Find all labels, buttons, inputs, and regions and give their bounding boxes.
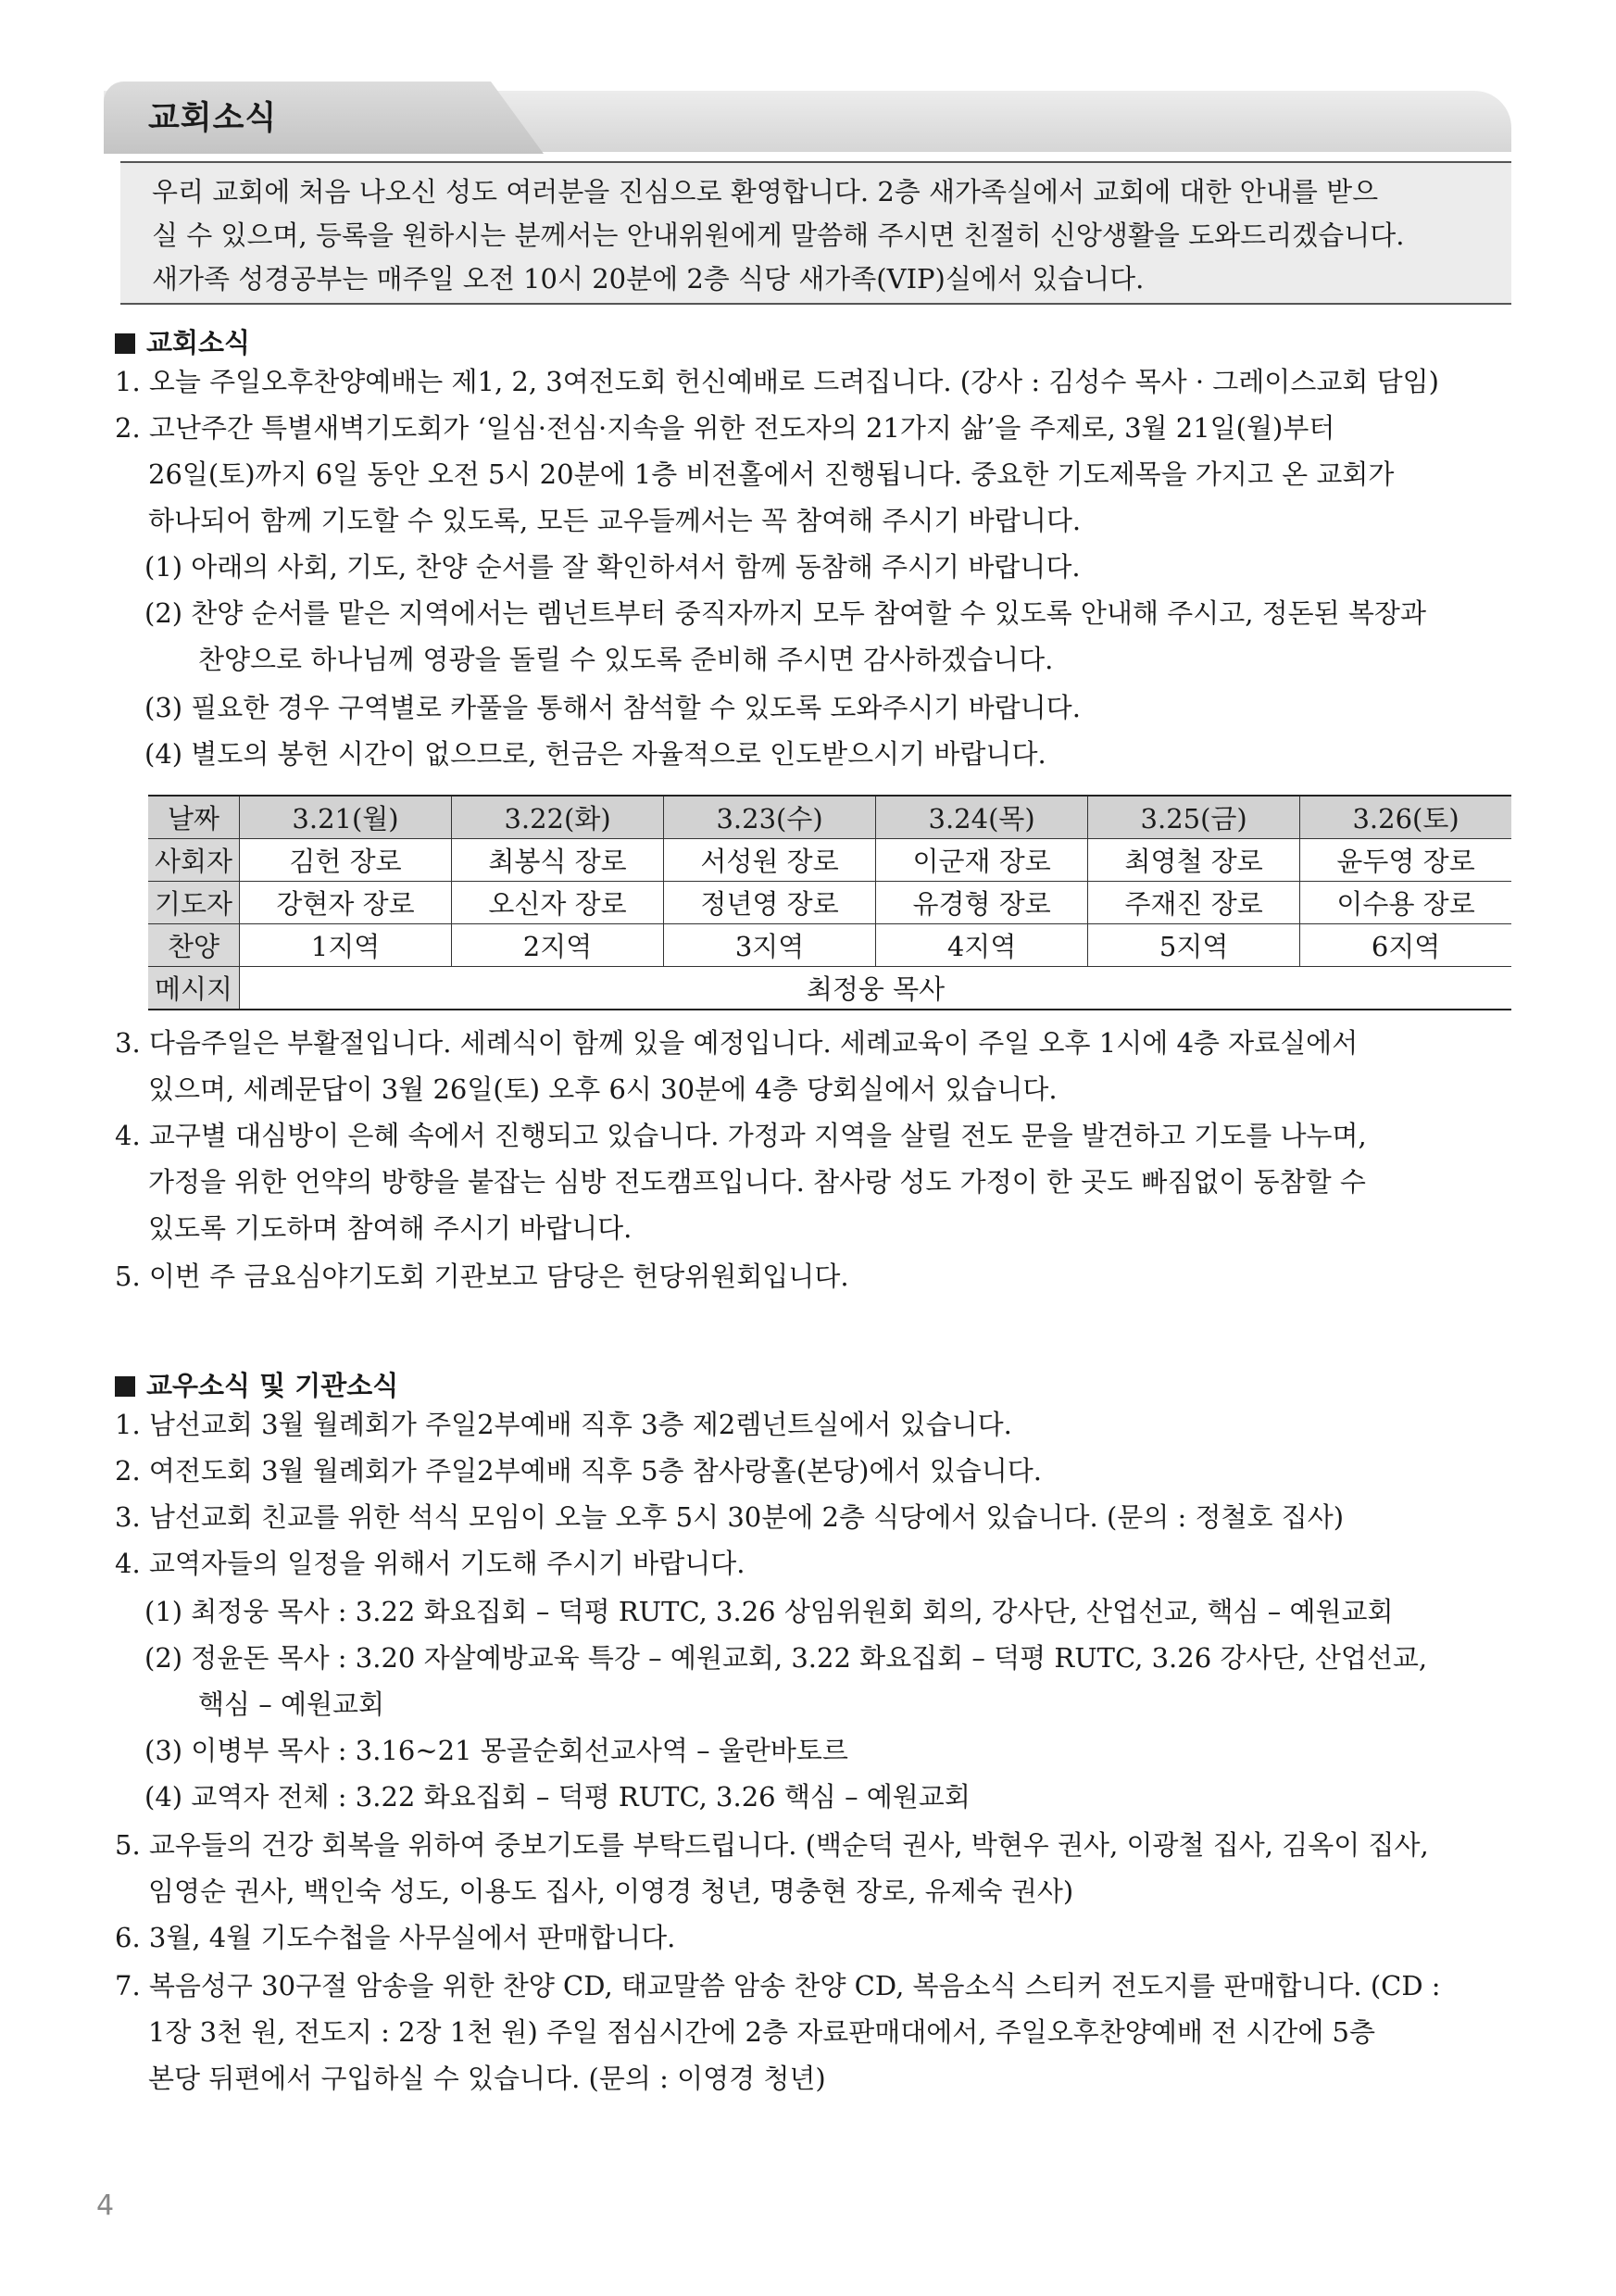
section-heading-text: 교우소식 및 기관소식 <box>146 1370 399 1401</box>
table-cell: 4지역 <box>876 924 1088 967</box>
table-row <box>148 967 1511 1010</box>
table-cell: 이수용 장로 <box>1300 882 1511 924</box>
welcome-box <box>120 161 1511 305</box>
member-item-2: 2. 여전도회 3월 월례회가 주일2부예배 직후 5층 참사랑홀(본당)에서 있습니다. <box>115 1455 1043 1487</box>
table-cell: 6지역 <box>1300 924 1511 967</box>
welcome-line: 우리 교회에 처음 나오신 성도 여러분을 진심으로 환영합니다. 2층 새가족실에서 교회에 대한 안내를 받으 <box>152 176 1379 207</box>
table-cell: 서성원 장로 <box>664 839 876 882</box>
news-item-5: 5. 이번 주 금요심야기도회 기관보고 담당은 헌당위원회입니다. <box>115 1261 849 1292</box>
news-item-4: 4. 교구별 대심방이 은혜 속에서 진행되고 있습니다. 가정과 지역을 살릴 전도 문을 발견하고 기도를 나누며, <box>115 1120 1367 1151</box>
table-cell: 1지역 <box>240 924 452 967</box>
news-item-2: 2. 고난주간 특별새벽기도회가 ‘일심·전심·지속을 위한 전도자의 21가지 삶’을 주제로, 3월 21일(월)부터 <box>115 412 1335 444</box>
member-item-5-cont: 임영순 권사, 백인숙 성도, 이용도 집사, 이영경 청년, 명충현 장로, 유제숙 권사) <box>148 1876 1074 1907</box>
table-cell-message: 최정웅 목사 <box>240 967 1512 1010</box>
table-cell: 오신자 장로 <box>452 882 664 924</box>
table-cell: 김헌 장로 <box>240 839 452 882</box>
member-subitem-3: (3) 이병부 목사 : 3.16~21 몽골순회선교사역 – 울란바토르 <box>144 1735 848 1766</box>
member-item-1: 1. 남선교회 3월 월례회가 주일2부예배 직후 3층 제2렘넌트실에서 있습니다. <box>115 1409 1012 1440</box>
member-item-7-cont: 1장 3천 원, 전도지 : 2장 1천 원) 주일 점심시간에 2층 자료판매대에서, 주일오후찬양예배 전 시간에 5층 <box>148 2016 1376 2048</box>
table-header-cell: 3.23(수) <box>664 796 876 839</box>
news-item-3: 3. 다음주일은 부활절입니다. 세례식이 함께 있을 예정입니다. 세례교육이 주일 오후 1시에 4층 자료실에서 <box>115 1027 1359 1059</box>
square-bullet-icon <box>115 333 135 354</box>
table-header-cell: 3.21(월) <box>240 796 452 839</box>
news-item-4-cont: 있도록 기도하며 참여해 주시기 바랍니다. <box>148 1212 633 1244</box>
table-cell: 최봉식 장로 <box>452 839 664 882</box>
prayer-schedule-table <box>148 795 1511 1010</box>
table-row <box>148 839 1511 882</box>
table-cell: 유경형 장로 <box>876 882 1088 924</box>
table-header-row <box>148 796 1511 839</box>
member-item-3: 3. 남선교회 친교를 위한 석식 모임이 오늘 오후 5시 30분에 2층 식당에서 있습니다. (문의 : 정철호 집사) <box>115 1501 1345 1533</box>
table-header-cell: 3.22(화) <box>452 796 664 839</box>
section-heading-text: 교회소식 <box>146 327 251 358</box>
table-cell: 3지역 <box>664 924 876 967</box>
page-title: 교회소식 <box>148 100 278 137</box>
news-subitem-1: (1) 아래의 사회, 기도, 찬양 순서를 잘 확인하셔서 함께 동참해 주시기 바랍니다. <box>144 551 1081 583</box>
table-cell: 강현자 장로 <box>240 882 452 924</box>
section-heading-church-news <box>115 322 250 360</box>
table-header-cell: 3.24(목) <box>876 796 1088 839</box>
member-item-7-cont: 본당 뒤편에서 구입하실 수 있습니다. (문의 : 이영경 청년) <box>148 2063 826 2094</box>
news-subitem-2-cont: 찬양으로 하나님께 영광을 돌릴 수 있도록 준비해 주시면 감사하겠습니다. <box>198 644 1054 675</box>
news-item-2-cont: 하나되어 함께 기도할 수 있도록, 모든 교우들께서는 꼭 참여해 주시기 바랍니다. <box>148 505 1082 536</box>
table-cell: 윤두영 장로 <box>1300 839 1511 882</box>
table-header-cell: 3.25(금) <box>1088 796 1300 839</box>
news-subitem-2: (2) 찬양 순서를 맡은 지역에서는 렘넌트부터 중직자까지 모두 참여할 수 있도록 안내해 주시고, 정돈된 복장과 <box>144 597 1426 629</box>
table-row-label: 찬양 <box>148 924 240 967</box>
table-cell: 최영철 장로 <box>1088 839 1300 882</box>
table-cell: 2지역 <box>452 924 664 967</box>
news-subitem-3: (3) 필요한 경우 구역별로 카풀을 통해서 참석할 수 있도록 도와주시기 바랍니다. <box>144 692 1081 723</box>
table-cell: 정년영 장로 <box>664 882 876 924</box>
table-header-cell: 날짜 <box>148 796 240 839</box>
table-row-label: 기도자 <box>148 882 240 924</box>
welcome-line: 실 수 있으며, 등록을 원하시는 분께서는 안내위원에게 말씀해 주시면 친절히 신앙생활을 도와드리겠습니다. <box>152 220 1405 251</box>
square-bullet-icon <box>115 1376 135 1397</box>
member-item-5: 5. 교우들의 건강 회복을 위하여 중보기도를 부탁드립니다. (백순덕 권사, 박현우 권사, 이광철 집사, 김옥이 집사, <box>115 1829 1429 1861</box>
table-cell: 5지역 <box>1088 924 1300 967</box>
news-item-1: 1. 오늘 주일오후찬양예배는 제1, 2, 3여전도회 헌신예배로 드려집니다. (강사 : 김성수 목사 · 그레이스교회 담임) <box>115 366 1439 397</box>
section-heading-member-news <box>115 1365 398 1403</box>
table-header-cell: 3.26(토) <box>1300 796 1511 839</box>
page-number: 4 <box>96 2189 115 2222</box>
table-row <box>148 882 1511 924</box>
news-item-3-cont: 있으며, 세례문답이 3월 26일(토) 오후 6시 30분에 4층 당회실에서 있습니다. <box>148 1073 1058 1105</box>
member-subitem-2-cont: 핵심 – 예원교회 <box>198 1688 385 1720</box>
member-subitem-4: (4) 교역자 전체 : 3.22 화요집회 – 덕평 RUTC, 3.26 핵심 – 예원교회 <box>144 1781 971 1813</box>
member-subitem-1: (1) 최정웅 목사 : 3.22 화요집회 – 덕평 RUTC, 3.26 상임위원회 회의, 강사단, 산업선교, 핵심 – 예원교회 <box>144 1596 1394 1627</box>
member-item-7: 7. 복음성구 30구절 암송을 위한 찬양 CD, 태교말씀 암송 찬양 CD, 복음소식 스티커 전도지를 판매합니다. (CD : <box>115 1970 1441 2001</box>
welcome-line: 새가족 성경공부는 매주일 오전 10시 20분에 2층 식당 새가족(VIP)실에서 있습니다. <box>152 263 1145 295</box>
table-row <box>148 924 1511 967</box>
news-item-2-cont: 26일(토)까지 6일 동안 오전 5시 20분에 1층 비전홀에서 진행됩니다. 중요한 기도제목을 가지고 온 교회가 <box>148 458 1395 490</box>
member-subitem-2: (2) 정윤돈 목사 : 3.20 자살예방교육 특강 – 예원교회, 3.22 화요집회 – 덕평 RUTC, 3.26 강사단, 산업선교, <box>144 1642 1428 1674</box>
news-item-4-cont: 가정을 위한 언약의 방향을 붙잡는 심방 전도캠프입니다. 참사랑 성도 가정이 한 곳도 빠짐없이 동참할 수 <box>148 1166 1366 1198</box>
member-item-6: 6. 3월, 4월 기도수첩을 사무실에서 판매합니다. <box>115 1922 676 1953</box>
table-row-label: 메시지 <box>148 967 240 1010</box>
member-item-4: 4. 교역자들의 일정을 위해서 기도해 주시기 바랍니다. <box>115 1548 745 1579</box>
news-subitem-4: (4) 별도의 봉헌 시간이 없으므로, 헌금은 자율적으로 인도받으시기 바랍니다. <box>144 738 1046 770</box>
table-cell: 주재진 장로 <box>1088 882 1300 924</box>
table-row-label: 사회자 <box>148 839 240 882</box>
table-cell: 이군재 장로 <box>876 839 1088 882</box>
